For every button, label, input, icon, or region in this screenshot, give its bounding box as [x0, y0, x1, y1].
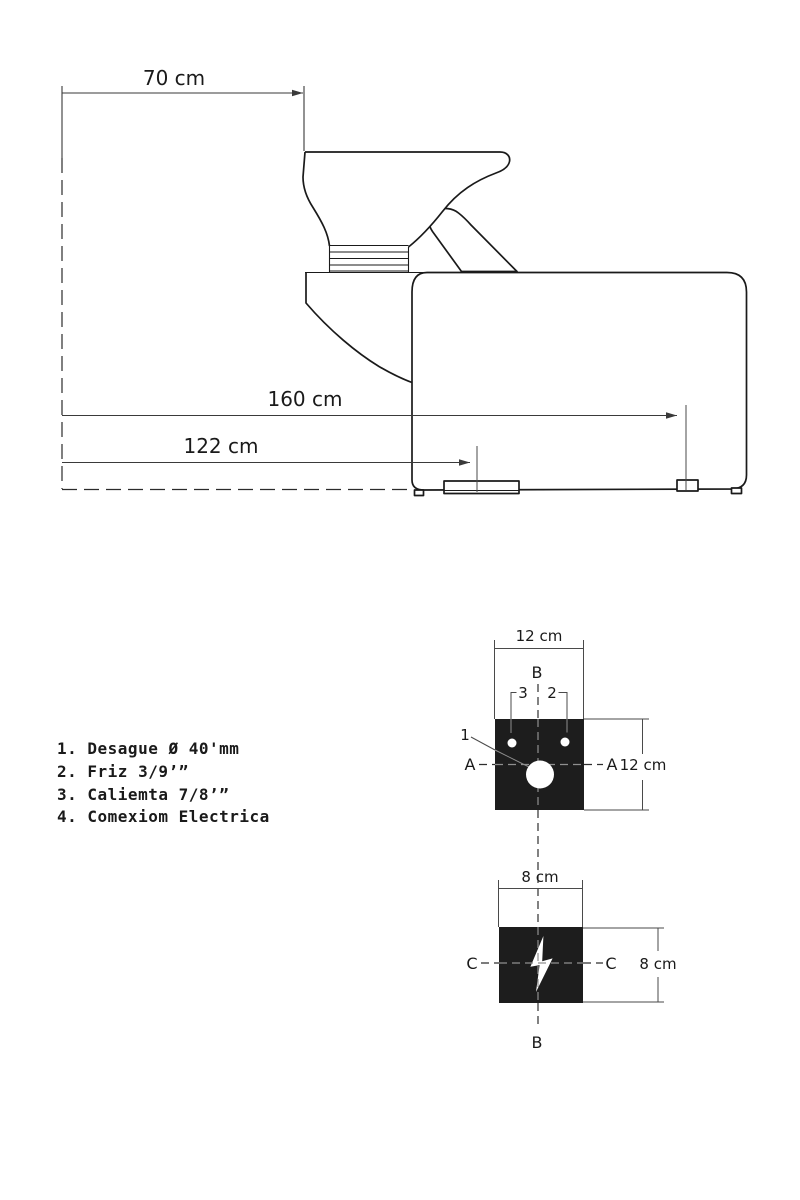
- cold-water-hole: [561, 738, 570, 747]
- callout-label-2: 2: [547, 684, 557, 702]
- leader-cold-water: [559, 693, 568, 720]
- callout-label-3: 3: [518, 684, 528, 702]
- axis-label-c-left: C: [466, 954, 478, 973]
- legend-item-hot-water: 3. Caliemta 7/8’”: [57, 785, 230, 804]
- dimension-label-160cm: 160 cm: [267, 387, 343, 411]
- leader-hot-water: [511, 693, 517, 720]
- leader-drain: [471, 737, 495, 750]
- axis-label-b-bottom: B: [531, 1033, 543, 1052]
- callout-label-1: 1: [460, 726, 470, 744]
- electric-plate-detail: [466, 868, 676, 1052]
- legend: [57, 739, 270, 826]
- axis-label-a-right: A: [606, 755, 618, 774]
- dimension-label-122cm: 122 cm: [183, 434, 259, 458]
- legend-item-drain: 1. Desague Ø 40'mm: [57, 739, 240, 758]
- legend-item-electric: 4. Comexiom Electrica: [57, 807, 270, 826]
- dimension-label-8cm-height: 8 cm: [639, 955, 677, 973]
- legend-item-cold-water: 2. Friz 3/9’”: [57, 762, 189, 781]
- chair-body: [412, 273, 747, 491]
- dimension-label-12cm-width: 12 cm: [515, 627, 563, 645]
- wall-bracket: [306, 273, 412, 383]
- dimension-label-8cm-width: 8 cm: [521, 868, 559, 886]
- axis-label-a-left: A: [464, 755, 476, 774]
- drain-hole: [526, 761, 554, 789]
- chair-foot-rear: [732, 488, 742, 494]
- drain-connector-box: [444, 481, 519, 494]
- dimension-label-12cm-height: 12 cm: [619, 756, 667, 774]
- side-view: [62, 66, 747, 496]
- drain-hose: [330, 246, 409, 273]
- mounting-plate-detail: [460, 627, 666, 927]
- electric-connector-box: [677, 480, 698, 491]
- chair-foot-front: [415, 490, 424, 496]
- dimension-label-70cm: 70 cm: [142, 66, 206, 90]
- headrest-cushion: [429, 209, 517, 272]
- axis-label-c-right: C: [605, 954, 617, 973]
- axis-label-b-top: B: [531, 663, 543, 682]
- hot-water-hole: [508, 739, 517, 748]
